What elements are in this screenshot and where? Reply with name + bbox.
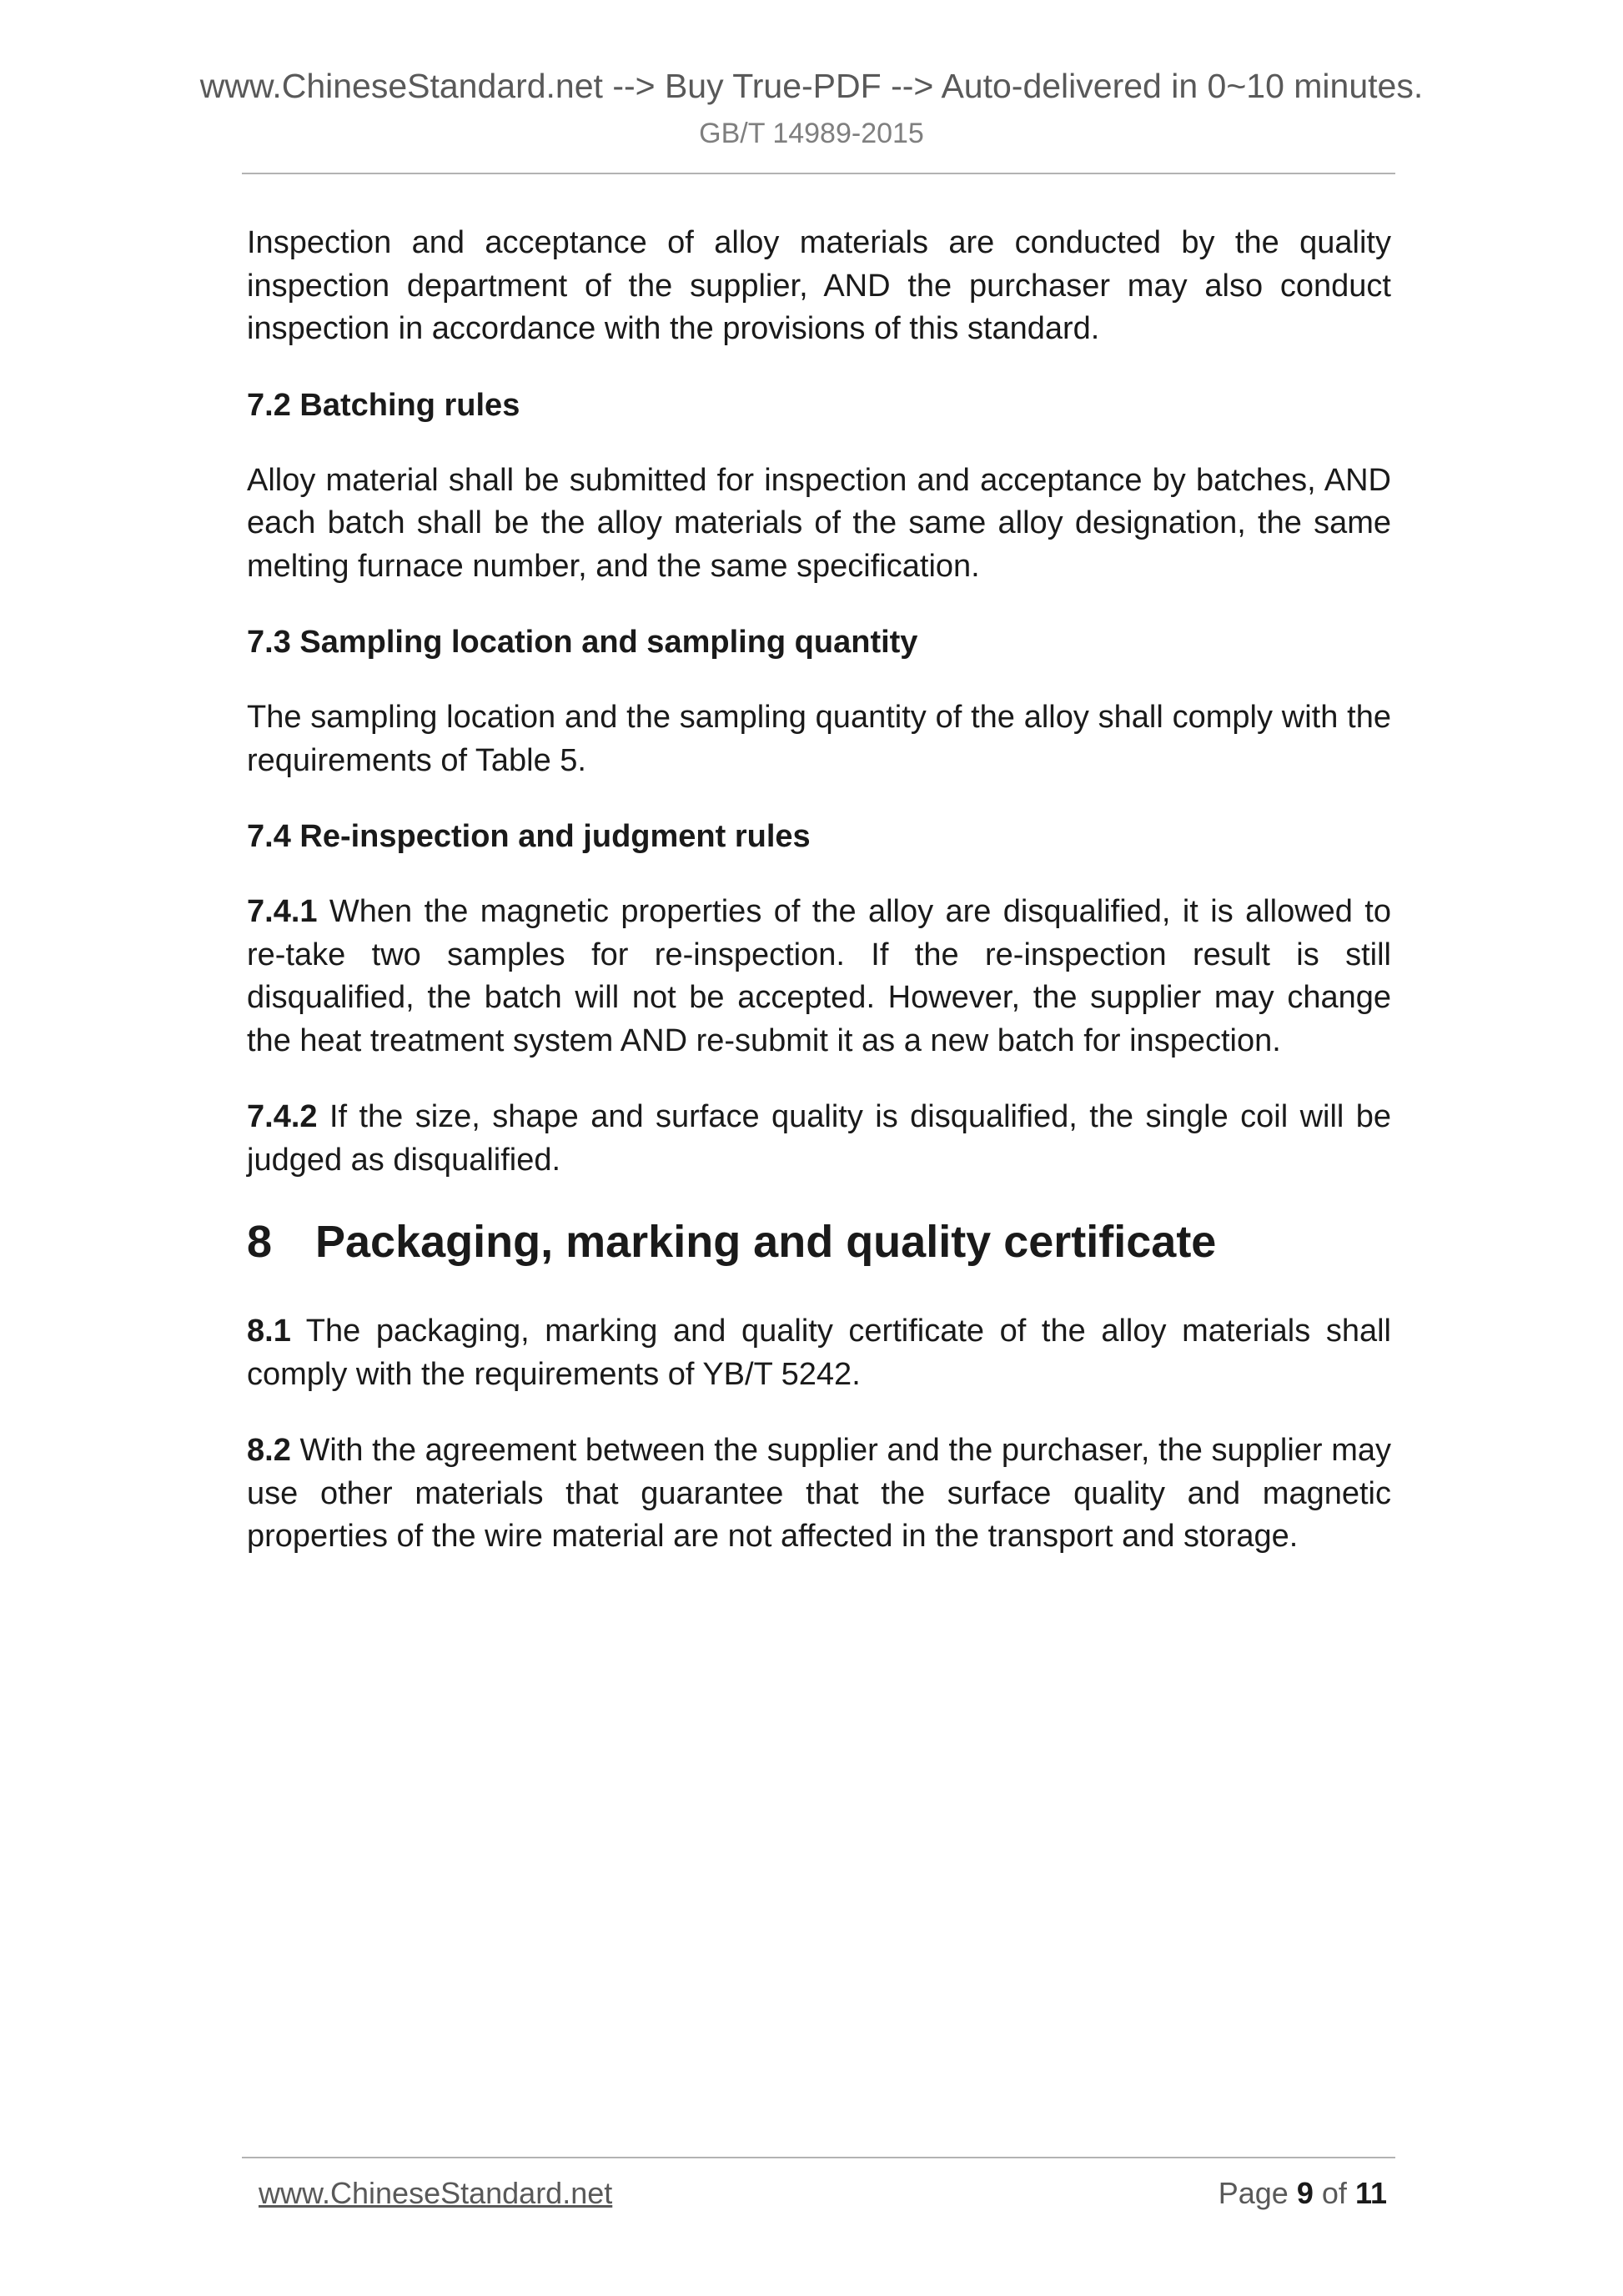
header-banner: www.ChineseStandard.net --> Buy True-PDF --> Auto-delivered in 0~10 minutes. [199,67,1424,105]
clause-7-4-1 [247,891,1391,1063]
heading-7-2: 7.2 Batching rules [247,387,520,423]
page-current: 9 [1296,2176,1314,2210]
clause-number: 7.4.2 [247,1099,318,1134]
clause-text: With the agreement between the supplier and the purchaser, the supplier may use other materials that guarantee that the surface quality and magnetic properties of the wire material are not affected in the transport and storage. [247,1433,1391,1554]
section-number: 8 [247,1217,273,1267]
clause-text: When the magnetic properties of the alloy are disqualified, it is allowed to re-take two samples for re-inspection. If the re-inspection result is still disqualified, the batch will not be accepted. However, the supplier may change the heat treatment system AND re-submit it as a new batch for inspection. [247,894,1391,1058]
heading-7-3: 7.3 Sampling location and sampling quantity [247,625,918,660]
clause-number: 8.2 [247,1433,291,1468]
intro-paragraph: Inspection and acceptance of alloy materials are conducted by the quality inspection department of the supplier, AND the purchaser may also conduct inspection in accordance with the provisions of this standard. [247,225,1391,346]
clause-number: 8.1 [247,1314,291,1349]
document-body [247,222,1391,1592]
page-of: of [1321,2176,1347,2210]
clause-8-2 [247,1429,1391,1559]
header-divider [242,173,1395,174]
clause-8-1 [247,1310,1391,1396]
section-8-heading [247,1215,1391,1269]
paragraph-7-2: Alloy material shall be submitted for inspection and acceptance by batches, AND each batch shall be the alloy materials of the same alloy designation, the same melting furnace number, and the same specification. [247,462,1391,584]
page-word: Page [1218,2176,1289,2210]
footer-website-link[interactable]: www.ChineseStandard.net [259,2176,613,2210]
clause-text: If the size, shape and surface quality is disqualified, the single coil will be judged as disqualified. [247,1099,1392,1178]
heading-7-4: 7.4 Re-inspection and judgment rules [247,819,811,854]
page-total: 11 [1354,2176,1387,2210]
standard-code: GB/T 14989-2015 [699,118,924,149]
paragraph-7-3: The sampling location and the sampling quantity of the alloy shall comply with the requirements of Table 5. [247,700,1391,778]
section-title: Packaging, marking and quality certificate [315,1217,1217,1267]
clause-text: The packaging, marking and quality certificate of the alloy materials shall comply with the requirements of YB/T 5242. [247,1314,1392,1392]
clause-number: 7.4.1 [247,894,318,929]
footer-divider [242,2157,1395,2158]
clause-7-4-2 [247,1096,1391,1182]
page-indicator [1219,2175,1387,2212]
